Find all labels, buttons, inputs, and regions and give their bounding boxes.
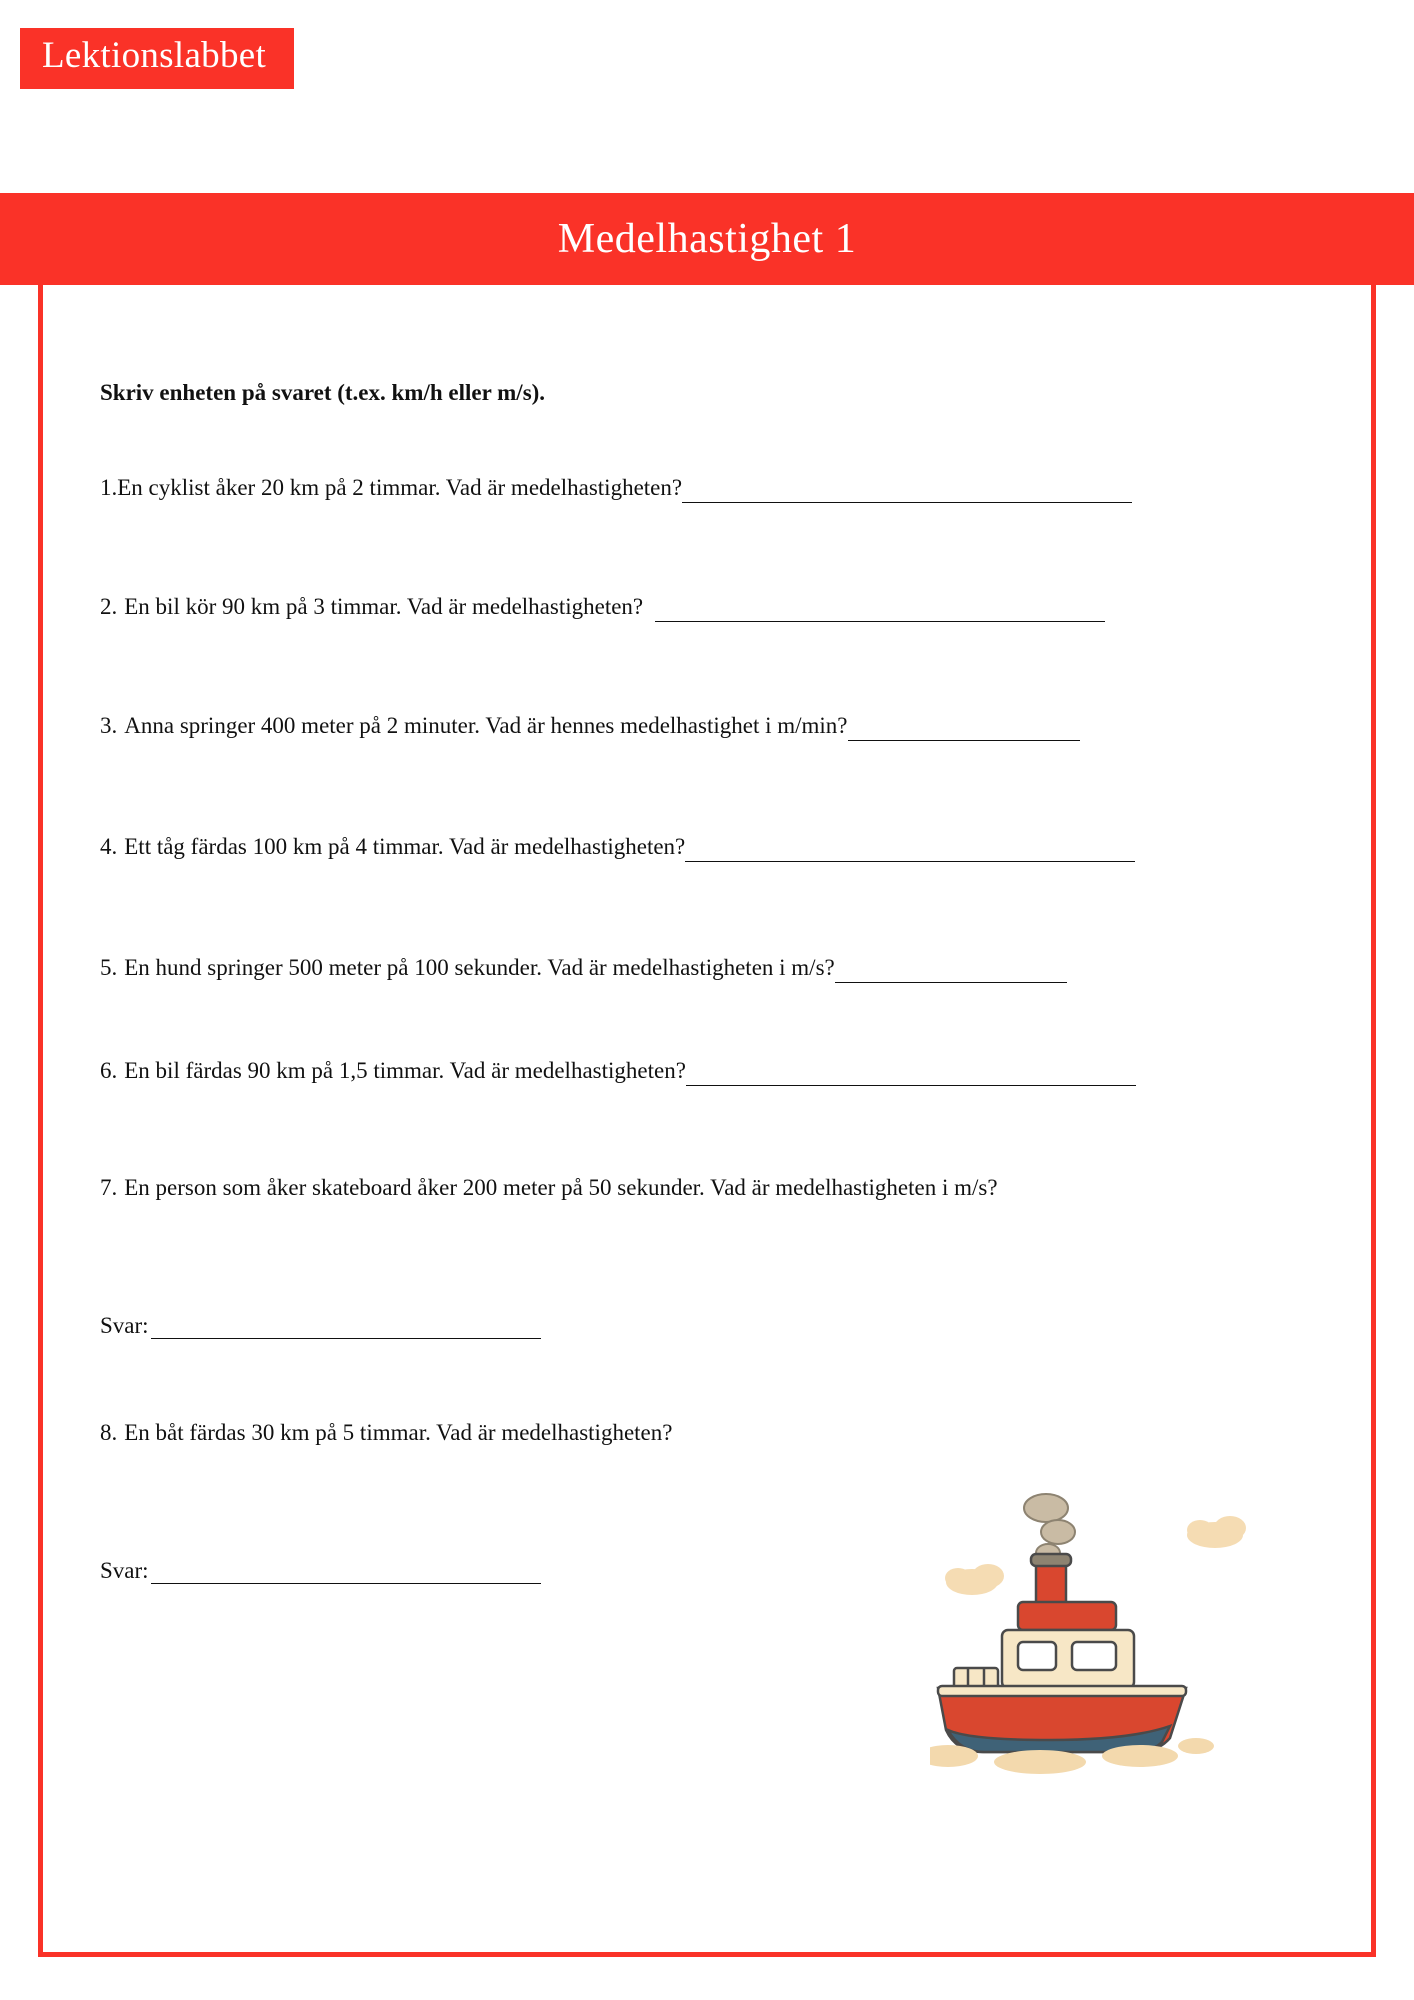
question-text: En person som åker skateboard åker 200 meter på 50 sekunder. Vad är medelhastigheten i m/s? [124,1175,998,1201]
question-text: Anna springer 400 meter på 2 minuter. Vad är hennes medelhastighet i m/min? [124,713,848,739]
question-number: 5. [100,955,118,981]
cabin-top-shape [1018,1602,1116,1630]
question-row-8 [100,1417,1320,1448]
question-row-5 [100,952,1320,983]
cabin-shape [1002,1630,1134,1688]
question-number: 4. [100,834,118,860]
question-text: En hund springer 500 meter på 100 sekunder. Vad är medelhastigheten i m/s? [124,955,835,981]
question-text: En båt färdas 30 km på 5 timmar. Vad är medelhastigheten? [124,1420,673,1446]
question-text: En bil färdas 90 km på 1,5 timmar. Vad är medelhastigheten? [124,1058,686,1084]
question-row-2 [100,591,1320,622]
question-number: 7. [100,1175,118,1201]
answer-line-1[interactable] [682,482,1132,503]
answer-label: Svar: [100,1558,149,1584]
question-row-3 [100,710,1320,741]
brand-name: Lektionslabbet [42,35,267,76]
hull-shape [938,1686,1186,1752]
question-number: 8. [100,1420,118,1446]
page-title: Medelhastighet 1 [557,216,857,262]
question-number: 6. [100,1058,118,1084]
question-text: En cyklist åker 20 km på 2 timmar. Vad är medelhastigheten? [117,475,683,500]
question-text: En bil kör 90 km på 3 timmar. Vad är medelhastigheten? [124,594,644,620]
answer-line-3[interactable] [848,720,1080,741]
answer-line-4[interactable] [685,841,1135,862]
answer-label: Svar: [100,1313,149,1339]
brand-banner [20,28,294,89]
cloud-icon [1187,1516,1246,1548]
worksheet-body [100,380,1320,1584]
question-text: Ett tåg färdas 100 km på 4 timmar. Vad är medelhastigheten? [124,834,686,860]
funnel-shape [1031,1554,1071,1606]
worksheet-title-banner [0,193,1414,285]
question-row-1 [100,472,1320,503]
question-row-6 [100,1055,1320,1086]
cloud-icon [945,1564,1004,1595]
smoke-icon [1024,1494,1075,1562]
question-row-7 [100,1172,1320,1203]
answer-line-7[interactable] [151,1318,541,1339]
instruction-text: Skriv enheten på svaret (t.ex. km/h eller m/s). [100,380,546,405]
question-row-4 [100,831,1320,862]
answer-line-2[interactable] [655,601,1105,622]
tugboat-illustration [930,1490,1280,1790]
answer-line-6[interactable] [686,1065,1136,1086]
answer-line-5[interactable] [835,962,1067,983]
answer-line-8[interactable] [151,1563,541,1584]
question-number: 3. [100,713,118,739]
question-number: 2. [100,594,118,620]
answer-row-7 [100,1313,1320,1339]
question-number: 1. [100,475,118,500]
